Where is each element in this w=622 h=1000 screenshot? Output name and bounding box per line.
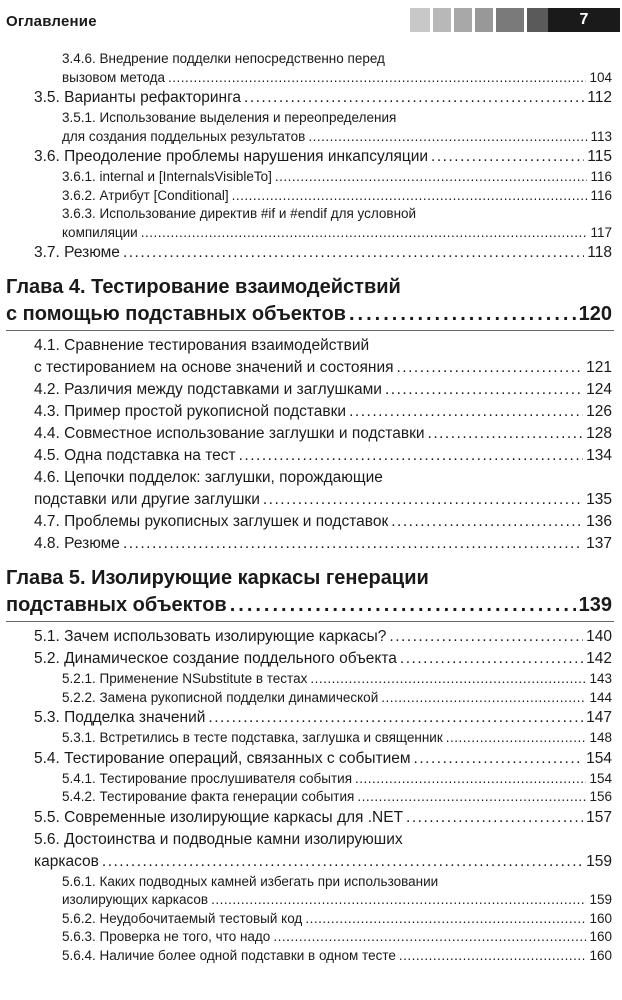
toc-entry-text: 4.4. Совместное использование заглушки и подставки [34,425,425,442]
toc-page-number: 135 [586,491,612,508]
dot-leader [431,146,584,168]
dot-leader [349,301,576,328]
dot-leader [391,511,583,533]
toc-entry-text: 3.5. Варианты рефакторинга [34,89,242,106]
toc-page-number: 116 [590,187,612,203]
header-bar [433,8,451,32]
dot-leader [232,187,588,206]
toc-entry-text: 5.2.1. Применение NSubstitute в тестах [62,671,308,686]
toc-entry-text: 4.1. Сравнение тестирования взаимодействий [34,337,370,354]
toc-entry-text: 5.3.1. Встретились в тесте подставка, заглушка и священник [62,730,443,745]
toc-subsection[interactable] [0,168,622,187]
dot-leader [208,707,583,729]
toc-section[interactable] [0,401,622,423]
toc-chapter-heading[interactable] [0,565,622,619]
toc-page-number: 159 [586,852,612,870]
toc-chapter-heading[interactable] [0,274,622,328]
toc-section[interactable] [0,511,622,533]
dot-leader [428,423,584,445]
toc-entry-text: изолирующих каркасов [62,892,209,907]
toc-page-number: 142 [586,650,612,667]
toc-subsection[interactable] [0,109,622,146]
toc-page-number: 137 [586,535,612,552]
toc-page-number: 134 [586,447,612,464]
running-header-title: Оглавление [6,13,97,30]
toc-entry-text: 4.2. Различия между подставками и заглушками [34,381,382,398]
toc-page-number: 124 [586,381,612,398]
toc-subsection[interactable] [0,187,622,206]
toc-page-number: 144 [589,689,612,705]
dot-leader [385,379,583,401]
dot-leader [399,947,587,966]
toc-entry-text: 4.7. Проблемы рукописных заглушек и подставок [34,513,389,530]
header-bar [410,8,430,32]
toc-entry-text: 5.2. Динамическое создание поддельного объекта [34,650,397,667]
toc-subsection[interactable] [0,50,622,87]
toc-page-number: 112 [587,89,612,106]
toc-entry-text: с помощью подставных объектов [6,303,346,325]
header-bar [496,8,524,32]
toc-entry-text: 5.3. Подделка значений [34,709,206,726]
chapter-divider [6,330,614,331]
dot-leader [414,748,584,770]
dot-leader [305,910,586,929]
toc-entry-text: для создания поддельных результатов [62,128,306,144]
toc-page-number: 104 [589,69,612,85]
toc-entry-text: с тестированием на основе значений и состояния [34,359,394,376]
toc-page-number: 116 [590,169,612,184]
toc-page-number: 139 [578,594,612,616]
toc-page-number: 160 [589,947,612,963]
toc-page-number: 154 [589,770,612,786]
toc-entry-text: 4.6. Цепочки подделок: заглушки, порождающие [34,469,383,486]
toc-section[interactable] [0,379,622,401]
dot-leader [355,770,586,789]
header-bar [454,8,472,32]
toc-subsection[interactable] [0,689,622,708]
dot-leader [310,670,586,689]
dot-leader [397,357,584,379]
toc-section[interactable] [0,335,622,379]
toc-entry-text: Глава 4. Тестирование взаимодействий [6,276,401,298]
toc-entry-text: 5.2.2. Замена рукописной подделки динамической [62,689,379,705]
toc-page-number: 128 [586,425,612,442]
dot-leader [263,489,583,511]
toc-entry-text: вызовом метода [62,69,165,85]
toc-entry-text: 3.6.3. Использование директив #if и #endif для условной [62,206,417,221]
toc-section[interactable] [0,648,622,670]
toc-section[interactable] [0,445,622,467]
toc-page-number: 140 [586,628,612,645]
toc-section[interactable] [0,807,622,829]
dot-leader [357,788,586,807]
toc-section[interactable] [0,707,622,729]
toc-subsection[interactable] [0,770,622,789]
page-number: 7 [548,8,620,32]
toc-entry-text: 3.6. Преодоление проблемы нарушения инкапсуляции [34,148,429,165]
dot-leader [123,533,583,555]
toc-page-number: 147 [586,709,612,726]
toc-entry-text: 5.4.1. Тестирование прослушивателя события [62,770,353,786]
toc-page-number: 157 [586,808,612,826]
dot-leader [400,648,583,670]
toc-subsection[interactable] [0,947,622,966]
toc-entry-text: 5.4.2. Тестирование факта генерации события [62,789,355,804]
toc-page-number: 126 [586,403,612,420]
dot-leader [349,401,583,423]
toc-section[interactable] [0,146,622,168]
toc-subsection[interactable] [0,928,622,947]
toc-subsection[interactable] [0,205,622,242]
toc-page-number: 113 [590,128,612,144]
toc-entry-text: 5.6.3. Проверка не того, что надо [62,929,271,944]
toc-section[interactable] [0,467,622,511]
toc-page-number: 115 [587,148,612,165]
dot-leader [168,69,587,88]
toc-subsection[interactable] [0,670,622,689]
table-of-contents [0,50,622,965]
toc-page-number: 136 [586,513,612,530]
toc-page-number: 148 [589,730,612,745]
toc-entry-text: 3.7. Резюме [34,244,120,261]
toc-section[interactable] [0,626,622,648]
chapter-divider [6,621,614,622]
dot-leader [141,224,588,243]
dot-leader [239,445,584,467]
toc-subsection[interactable] [0,910,622,929]
toc-entry-text: 3.5.1. Использование выделения и переопределения [62,110,397,125]
toc-entry-text: 5.6. Достоинства и подводные камни изолируюших [34,830,403,848]
toc-subsection[interactable] [0,788,622,807]
toc-page-number: 159 [589,892,612,907]
toc-section[interactable] [0,829,622,873]
toc-section[interactable] [0,748,622,770]
toc-page-number: 117 [590,224,612,240]
toc-entry-text: 5.5. Современные изолирующие каркасы для .NET [34,808,404,826]
toc-entry-text: 5.6.2. Неудобочитаемый тестовый код [62,910,303,926]
header-decorative-bars [410,8,558,32]
dot-leader [244,87,584,109]
toc-entry-text: 3.6.1. internal и [InternalsVisibleTo] [62,169,272,184]
page-header [0,6,622,34]
toc-page-number: 154 [586,749,612,767]
toc-section[interactable] [0,87,622,109]
toc-page-number: 156 [589,789,612,804]
toc-entry-text: 5.4. Тестирование операций, связанных с событием [34,749,411,767]
dot-leader [123,242,584,264]
toc-entry-text: подставных объектов [6,594,227,616]
toc-entry-text: 5.6.1. Каких подводных камней избегать при использовании [62,873,439,889]
dot-leader [389,626,583,648]
dot-leader [308,128,587,147]
toc-section[interactable] [0,533,622,555]
dot-leader [275,168,588,187]
toc-subsection[interactable] [0,873,622,910]
toc-page-number: 143 [589,671,612,686]
toc-entry-text: 5.1. Зачем использовать изолирующие каркасы? [34,628,387,645]
dot-leader [446,729,587,748]
toc-entry-text: Глава 5. Изолирующие каркасы генерации [6,567,429,589]
toc-entry-text: каркасов [34,852,99,870]
toc-entry-text: 3.6.2. Атрибут [Conditional] [62,187,229,203]
toc-page-number: 160 [589,929,612,944]
header-bar [475,8,493,32]
dot-leader [273,928,586,947]
dot-leader [211,891,586,910]
toc-subsection[interactable] [0,729,622,748]
toc-entry-text: подставки или другие заглушки [34,491,260,508]
toc-entry-text: 4.5. Одна подставка на тест [34,447,236,464]
toc-entry-text: 3.4.6. Внедрение подделки непосредственно перед [62,51,385,66]
toc-page-number: 118 [587,244,612,261]
toc-section[interactable] [0,423,622,445]
dot-leader [381,689,586,708]
dot-leader [102,851,583,873]
toc-entry-text: 4.8. Резюме [34,535,120,552]
dot-leader [230,592,576,619]
dot-leader [406,807,583,829]
toc-entry-text: 4.3. Пример простой рукописной подставки [34,403,347,420]
toc-section[interactable] [0,242,622,264]
toc-page-number: 160 [589,910,612,926]
toc-page-number: 120 [578,303,612,325]
toc-entry-text: компиляции [62,224,138,240]
toc-entry-text: 5.6.4. Наличие более одной подставки в одном тесте [62,947,396,963]
toc-page-number: 121 [586,359,612,376]
